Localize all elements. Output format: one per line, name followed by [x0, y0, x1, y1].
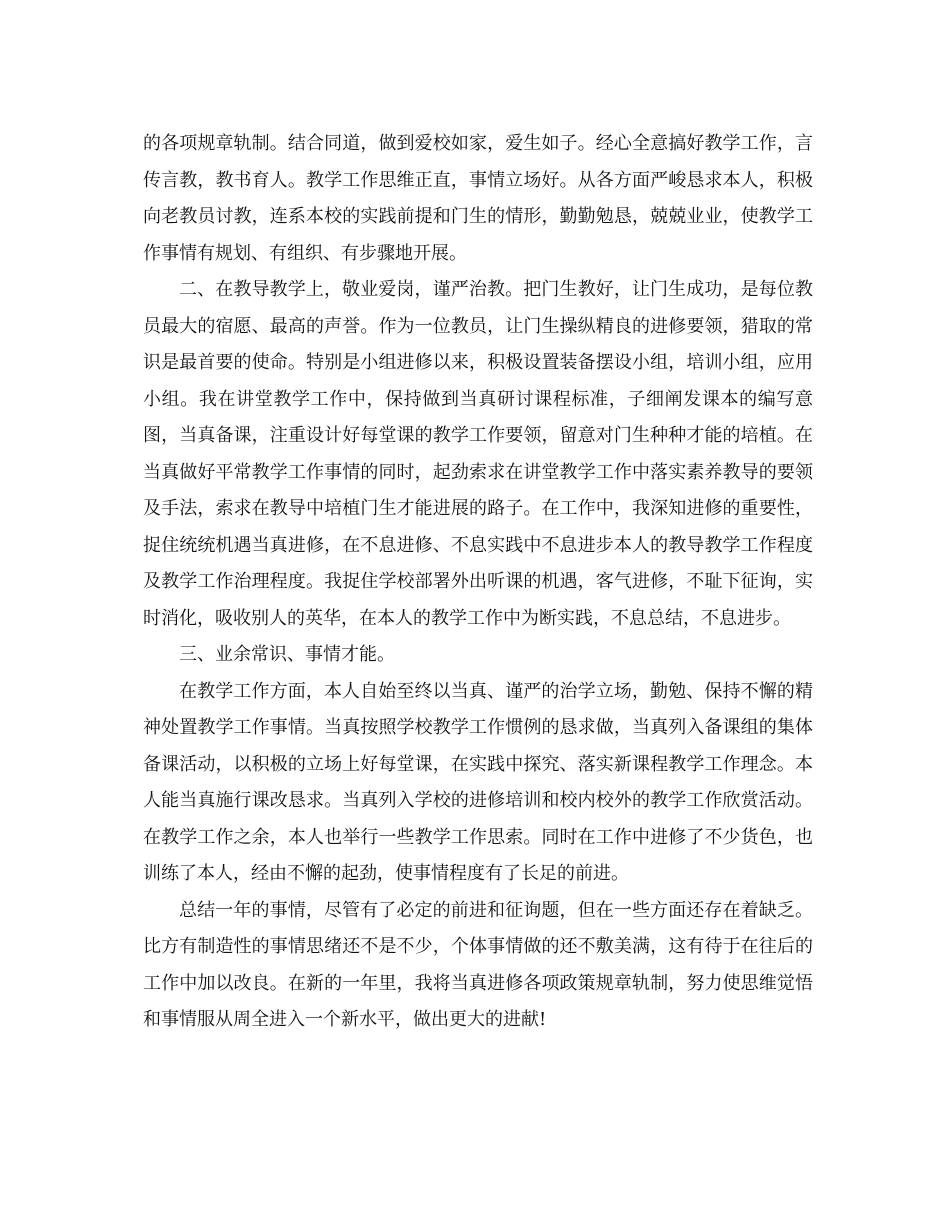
paragraph-5: 总结一年的事情，尽管有了必定的前进和征询题，但在一些方面还存在着缺乏。比方有制造性的事情思绪还不是不少，个体事情做的还不敷美满，这有待于在往后的工作中加以改良。在新的一年里，我将当真进修各项政策规章轨制，努力使思维觉悟和事情服从周全进入一个新水平，做出更大的进献! — [143, 899, 813, 1030]
document-body — [143, 126, 813, 1039]
paragraph-2: 二、在教导教学上，敬业爱岗，谨严治教。把门生教好，让门生成功，是每位教员最大的宿愿、最高的声誉。作为一位教员，让门生操纵精良的进修要领，猎取的常识是最首要的使命。特别是小组进修以来，积极设置装备摆设小组，培训小组，应用小组。我在讲堂教学工作中，保持做到当真研讨课程标准，子细阐发课本的编写意图，当真备课，注重设计好每堂课的教学工作要领，留意对门生种种才能的培植。在当真做好平常教学工作事情的同时，起劲索求在讲堂教学工作中落实素养教导的要领及手法，索求在教导中培植门生才能进展的路子。在工作中，我深知进修的重要性，捉住统统机遇当真进修，在不息进修、不息实践中不息进步本人的教导教学工作程度及教学工作治理程度。我捉住学校部署外出听课的机遇，客气进修，不耻下征询，实时消化，吸收别人的英华，在本人的教学工作中为断实践，不息总结，不息进步。 — [143, 279, 813, 629]
paragraph-4: 在教学工作方面，本人自始至终以当真、谨严的治学立场，勤勉、保持不懈的精神处置教学工作事情。当真按照学校教学工作惯例的恳求做，当真列入备课组的集体备课活动，以积极的立场上好每堂课，在实践中探究、落实新课程教学工作理念。本人能当真施行课改恳求。当真列入学校的进修培训和校内校外的教学工作欣赏活动。在教学工作之余，本人也举行一些教学工作思索。同时在工作中进修了不少货色，也训练了本人，经由不懈的起劲，使事情程度有了长足的前进。 — [143, 680, 813, 884]
section-heading-3: 三、业余常识、事情才能。 — [179, 644, 395, 665]
paragraph-1: 的各项规章轨制。结合同道，做到爱校如家，爱生如子。经心全意搞好教学工作，言传言教，教书育人。教学工作思维正直，事情立场好。从各方面严峻恳求本人，积极向老教员讨教，连系本校的实践前提和门生的情形，勤勤勉恳，兢兢业业，使教学工作事情有规划、有组织、有步骤地开展。 — [143, 133, 813, 264]
